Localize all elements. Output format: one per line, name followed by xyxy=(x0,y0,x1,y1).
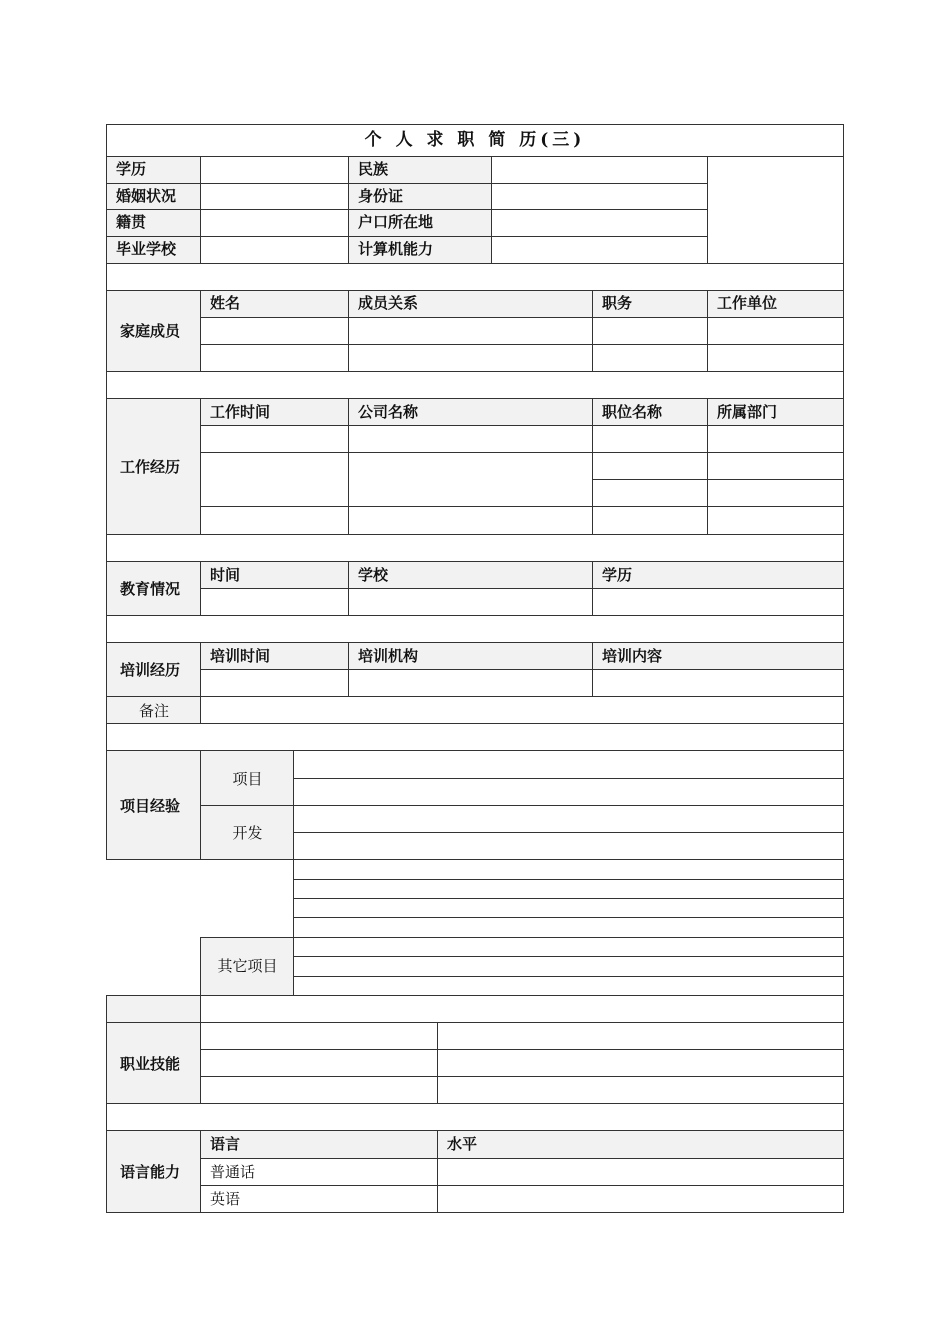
rule xyxy=(707,398,708,535)
section-language: 语言能力 xyxy=(120,1163,181,1181)
rule xyxy=(107,615,844,616)
col-training-org: 培训机构 xyxy=(358,647,419,665)
col-employer: 工作单位 xyxy=(717,294,778,312)
rule xyxy=(348,398,349,535)
col-name: 姓名 xyxy=(210,294,241,312)
rule xyxy=(348,156,349,264)
rule xyxy=(348,290,349,372)
section-work: 工作经历 xyxy=(120,458,181,476)
rule xyxy=(437,1130,438,1213)
rule xyxy=(107,398,844,399)
form-title: 个 人 求 职 简 历(三) xyxy=(364,130,586,150)
rule xyxy=(200,561,201,616)
label-shade xyxy=(201,643,843,670)
label-shade xyxy=(107,996,201,1023)
section-skills: 职业技能 xyxy=(120,1055,181,1073)
rule xyxy=(201,937,844,938)
rule xyxy=(107,263,844,264)
rule xyxy=(107,183,708,184)
rule xyxy=(107,236,708,237)
rule xyxy=(200,290,201,372)
rule xyxy=(107,561,844,562)
label-graduate-school: 毕业学校 xyxy=(116,240,177,258)
section-training: 培训经历 xyxy=(120,661,181,679)
col-position: 职务 xyxy=(602,294,633,312)
rule xyxy=(201,1049,844,1050)
row-english: 英语 xyxy=(210,1190,241,1208)
label-development: 开发 xyxy=(232,824,263,842)
rule xyxy=(294,778,844,779)
rule xyxy=(294,832,844,833)
rule xyxy=(201,317,844,318)
rule xyxy=(294,879,844,880)
col-training-time: 培训时间 xyxy=(210,647,271,665)
col-training-content: 培训内容 xyxy=(602,647,663,665)
rule xyxy=(592,561,593,616)
rule xyxy=(294,956,844,957)
rule xyxy=(707,290,708,372)
rule xyxy=(107,642,844,643)
rule xyxy=(201,344,844,345)
label-id-card: 身份证 xyxy=(358,187,404,205)
rule xyxy=(592,398,593,535)
rule xyxy=(348,561,349,616)
rule xyxy=(106,124,107,860)
label-other-projects: 其它项目 xyxy=(217,957,278,975)
label-project: 项目 xyxy=(232,770,263,788)
rule xyxy=(294,917,844,918)
rule xyxy=(294,898,844,899)
rule xyxy=(107,209,708,210)
rule xyxy=(107,371,844,372)
col-time: 时间 xyxy=(210,566,241,584)
rule xyxy=(107,124,844,125)
rule xyxy=(200,995,201,1104)
col-school: 学校 xyxy=(358,566,389,584)
rule xyxy=(491,156,492,264)
col-company: 公司名称 xyxy=(358,403,419,421)
rule xyxy=(107,723,844,724)
rule xyxy=(294,976,844,977)
rule xyxy=(107,290,844,291)
rule xyxy=(201,588,844,589)
label-shade xyxy=(201,562,843,589)
rule xyxy=(107,1212,844,1213)
label-hukou: 户口所在地 xyxy=(358,213,434,231)
rule xyxy=(107,696,844,697)
section-projects: 项目经验 xyxy=(120,797,181,815)
rule xyxy=(201,1185,844,1186)
col-job-title: 职位名称 xyxy=(602,403,663,421)
section-education: 教育情况 xyxy=(120,580,181,598)
rule xyxy=(107,534,844,535)
rule xyxy=(107,1130,844,1131)
label-education: 学历 xyxy=(116,160,147,178)
rule xyxy=(348,642,349,697)
rule xyxy=(201,1158,844,1159)
rule xyxy=(592,479,844,480)
label-shade xyxy=(201,1131,843,1158)
label-marital-status: 婚姻状况 xyxy=(116,187,177,205)
rule xyxy=(107,995,844,996)
col-work-time: 工作时间 xyxy=(210,403,271,421)
col-relation: 成员关系 xyxy=(358,294,419,312)
rule xyxy=(107,750,844,751)
rule xyxy=(592,290,593,372)
rule xyxy=(201,425,844,426)
rule xyxy=(200,1130,201,1213)
label-native-place: 籍贯 xyxy=(116,213,147,231)
rule xyxy=(107,859,844,860)
rule xyxy=(201,669,844,670)
rule xyxy=(707,156,708,264)
rule xyxy=(843,124,844,1213)
rule xyxy=(107,1103,844,1104)
row-mandarin: 普通话 xyxy=(210,1163,256,1181)
rule xyxy=(200,750,201,860)
rule xyxy=(107,156,844,157)
section-family: 家庭成员 xyxy=(120,322,181,340)
label-computer-skill: 计算机能力 xyxy=(358,240,434,258)
rule xyxy=(106,995,107,1213)
rule xyxy=(592,642,593,697)
rule xyxy=(201,1076,844,1077)
col-level: 水平 xyxy=(447,1135,478,1153)
rule xyxy=(201,452,844,453)
rule xyxy=(201,805,844,806)
label-remarks: 备注 xyxy=(138,702,169,720)
col-degree: 学历 xyxy=(602,566,633,584)
rule xyxy=(200,398,201,535)
col-department: 所属部门 xyxy=(717,403,778,421)
col-language: 语言 xyxy=(210,1135,241,1153)
label-ethnicity: 民族 xyxy=(358,160,389,178)
rule xyxy=(201,506,844,507)
rule xyxy=(107,1022,844,1023)
rule xyxy=(437,1022,438,1104)
rule xyxy=(200,156,201,264)
